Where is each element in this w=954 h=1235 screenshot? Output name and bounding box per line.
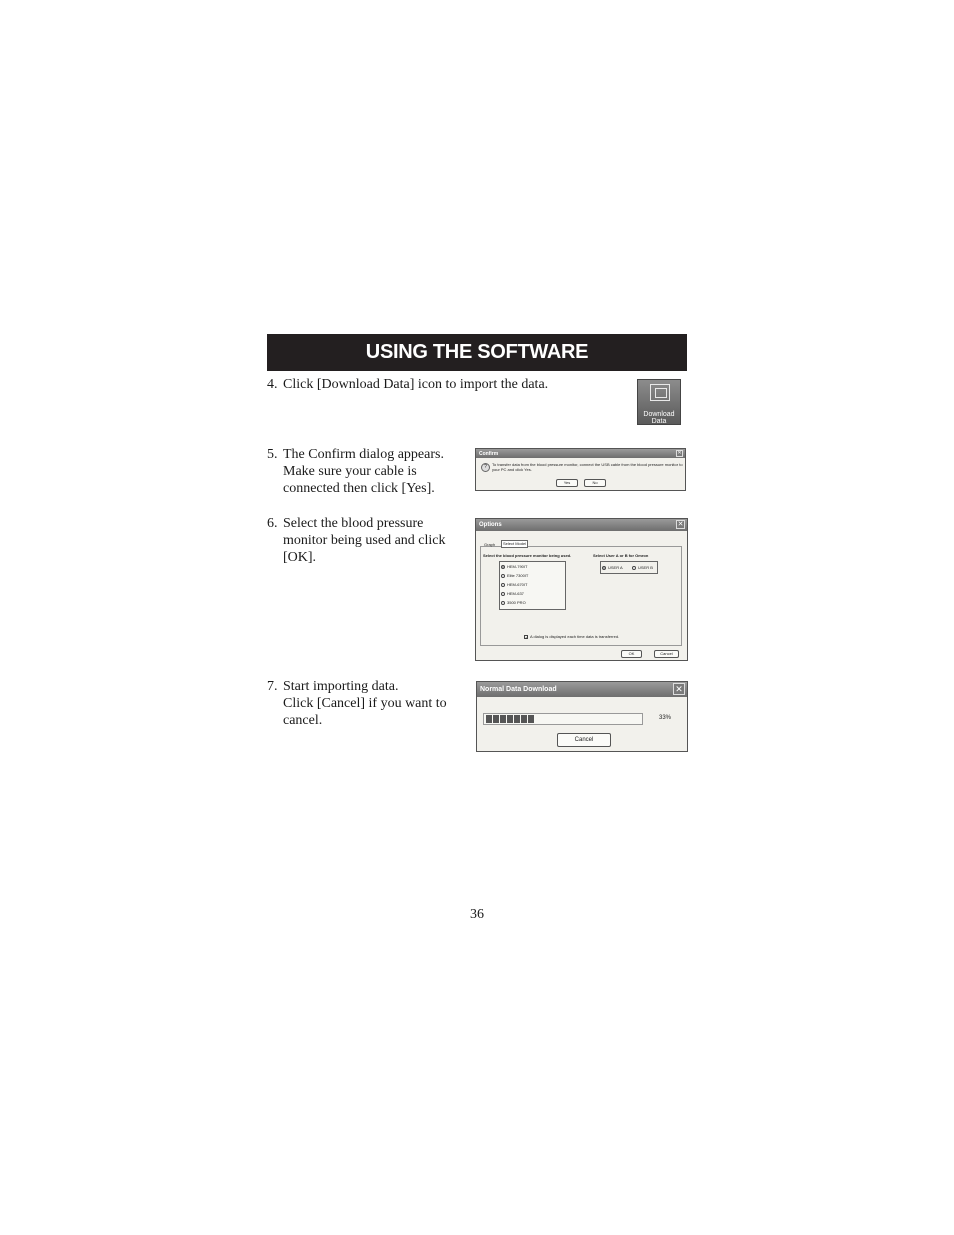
radio-icon bbox=[501, 583, 505, 587]
normal-data-download-dialog bbox=[476, 681, 688, 752]
confirm-title-bar: Confirm ✕ bbox=[476, 449, 685, 458]
radio-icon bbox=[501, 574, 505, 578]
cancel-button[interactable]: Cancel bbox=[654, 650, 679, 658]
step-6: 6. Select the blood pressure monitor being used and click [OK]. bbox=[267, 516, 446, 565]
page-number: 36 bbox=[470, 907, 484, 922]
model-option[interactable]: 3500 PRO bbox=[501, 600, 526, 605]
download-data-label: Download Data bbox=[643, 411, 675, 425]
step-5: 5. The Confirm dialog appears. Make sure your cable is connected then click [Yes]. bbox=[267, 447, 444, 496]
download-title-bar: Normal Data Download ✕ bbox=[477, 682, 687, 697]
progress-percent: 33% bbox=[659, 715, 672, 721]
user-heading: Select User A or B for Omron bbox=[593, 553, 649, 558]
user-option-a[interactable]: USER A bbox=[602, 565, 623, 570]
confirm-message: To transfer data from the blood pressure monitor, connect the USB cable from the blood pressure monitor to your PC and click Yes. bbox=[492, 462, 683, 472]
progress-segment bbox=[493, 715, 499, 723]
progress-segment bbox=[500, 715, 506, 723]
model-option[interactable]: HEM-790IT bbox=[501, 564, 527, 569]
transfer-dialog-checkbox[interactable]: ✓ A dialog is displayed each time data is transferred. bbox=[525, 634, 620, 640]
options-dialog bbox=[475, 518, 688, 661]
radio-icon bbox=[501, 592, 505, 596]
section-title: USING THE SOFTWARE bbox=[365, 341, 589, 363]
progress-segment bbox=[521, 715, 527, 723]
model-option[interactable]: HEM-637 bbox=[501, 591, 524, 596]
checkmark-icon: ✓ bbox=[525, 634, 529, 640]
download-data-button[interactable] bbox=[637, 379, 681, 425]
cancel-download-button[interactable]: Cancel bbox=[557, 733, 611, 747]
close-icon[interactable]: ✕ bbox=[677, 521, 684, 528]
download-data-icon bbox=[650, 384, 670, 401]
yes-button[interactable]: Yes bbox=[556, 479, 578, 487]
user-option-b[interactable]: USER B bbox=[632, 565, 653, 570]
no-button[interactable]: No bbox=[584, 479, 606, 487]
progress-segment bbox=[514, 715, 520, 723]
model-option[interactable]: Elite 7300IT bbox=[501, 573, 528, 578]
question-icon: ? bbox=[481, 463, 490, 472]
tab-select-model[interactable]: Select Model bbox=[503, 541, 527, 546]
progress-segment bbox=[486, 715, 492, 723]
radio-selected-icon bbox=[501, 565, 505, 569]
progress-bar bbox=[483, 713, 643, 725]
step-7: 7. Start importing data. Click [Cancel] if you want to cancel. bbox=[267, 679, 447, 728]
confirm-dialog bbox=[475, 448, 686, 491]
radio-selected-icon bbox=[602, 566, 606, 570]
model-heading: Select the blood pressure monitor being used. bbox=[483, 553, 572, 558]
tab-graph[interactable]: Graph bbox=[484, 542, 496, 547]
radio-icon bbox=[632, 566, 636, 570]
close-icon[interactable]: ✕ bbox=[673, 683, 685, 695]
section-header bbox=[267, 334, 687, 371]
radio-icon bbox=[501, 601, 505, 605]
progress-fill bbox=[486, 715, 534, 723]
step-4: 4. Click [Download Data] icon to import the data. bbox=[267, 377, 549, 392]
progress-segment bbox=[528, 715, 534, 723]
options-title-bar: Options ✕ bbox=[476, 519, 687, 531]
model-option[interactable]: HEM-670IT bbox=[501, 582, 527, 587]
ok-button[interactable]: OK bbox=[621, 650, 642, 658]
progress-segment bbox=[507, 715, 513, 723]
close-icon[interactable]: ✕ bbox=[677, 450, 682, 456]
